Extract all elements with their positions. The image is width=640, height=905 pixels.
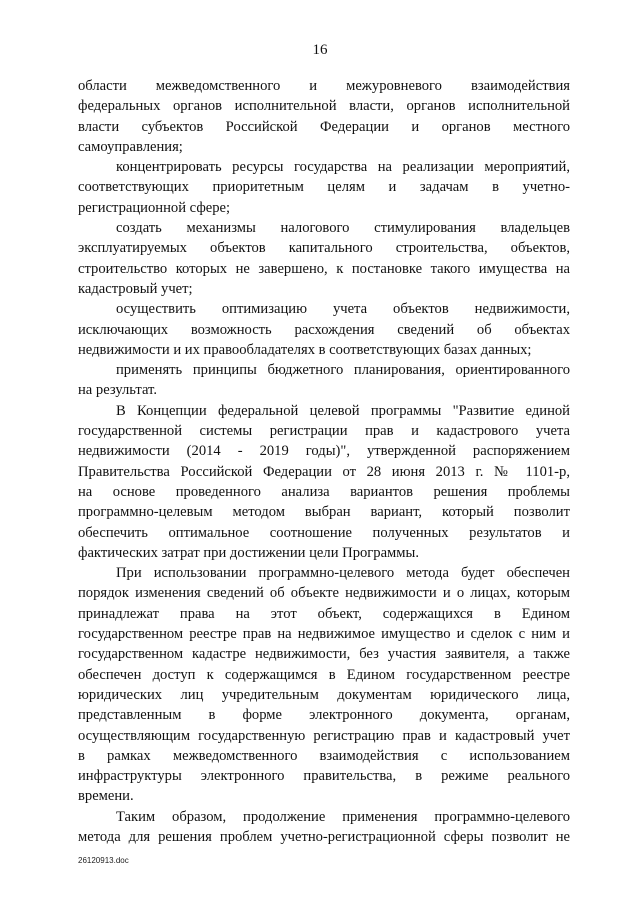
text-line: области межведомственного и межуровневого взаимодействия (78, 78, 570, 94)
text-line: обеспечен доступ к содержащимся в Едином государственном реестре (78, 666, 570, 683)
text-line: эксплуатируемых объектов капитального строительства, объектов, (78, 240, 570, 257)
text-line: времени. (78, 788, 134, 805)
text-line: кадастровый учет; (78, 280, 193, 297)
text-line: самоуправления; (78, 138, 183, 155)
text-line: регистрационной сфере; (78, 199, 231, 216)
text-line: власти субъектов Российской Федерации и органов местного (78, 118, 570, 135)
text-line: юридических лиц учредительным документам юридического лица, (78, 686, 570, 703)
text-line: концентрировать ресурсы государства на реализации мероприятий, (116, 159, 570, 176)
text-line: инфраструктуры электронного правительства, в режиме реального (78, 768, 570, 785)
text-line: государственной системы регистрации прав и кадастрового учета (78, 423, 570, 440)
text-line: порядок изменения сведений об объекте недвижимости и о лицах, которым (78, 585, 570, 602)
text-line: принадлежат права на этот объект, содержащихся в Едином (78, 605, 570, 622)
document-body (78, 76, 570, 847)
text-line: представленным в форме электронного документа, органам, (78, 707, 570, 724)
page-number: 16 (312, 42, 328, 58)
text-line: в рамках межведомственного взаимодействия с использованием (78, 747, 570, 764)
text-line: осуществить оптимизацию учета объектов недвижимости, (116, 301, 570, 318)
text-line: федеральных органов исполнительной власти, органов исполнительной (78, 98, 570, 115)
text-line: создать механизмы налогового стимулирования владельцев (116, 220, 570, 237)
text-line: государственном кадастре недвижимости, без участия заявителя, а также (78, 646, 570, 663)
text-line: соответствующих приоритетным целям и задачам в учетно- (78, 179, 570, 196)
text-line: на результат. (78, 382, 157, 399)
text-line: обеспечить оптимальное соотношение полученных результатов и (78, 524, 570, 541)
file-name-footer: 26120913.doc (78, 856, 129, 865)
text-line: на основе проведенного анализа вариантов решения проблемы (78, 483, 570, 500)
text-line: государственном реестре прав на недвижимое имущество и сделок с ним и (78, 626, 570, 643)
text-line: исключающих возможность расхождения сведений об объектах (78, 321, 570, 338)
text-line: недвижимости и их правообладателях в соответствующих базах данных; (78, 341, 532, 358)
text-line: метода для решения проблем учетно-регистрационной сферы позволит не (78, 828, 570, 845)
text-line: фактических затрат при достижении цели Программы. (78, 544, 419, 561)
text-line: Таким образом, продолжение применения программно-целевого (116, 808, 570, 825)
text-line: Правительства Российской Федерации от 28 июня 2013 г. № 1101-р, (78, 463, 570, 480)
text-line: программно-целевым методом выбран вариант, который позволит (78, 504, 570, 521)
text-line: В Концепции федеральной целевой программы "Развитие единой (116, 402, 570, 419)
text-line: строительство которых не завершено, к постановке такого имущества на (78, 260, 570, 277)
text-line: применять принципы бюджетного планирования, ориентированного (116, 362, 570, 379)
text-line: недвижимости (2014 - 2019 годы)", утвержденной распоряжением (78, 443, 570, 460)
text-line: При использовании программно-целевого метода будет обеспечен (116, 565, 570, 582)
text-line: осуществляющим государственную регистрацию прав и кадастровый учет (78, 727, 570, 744)
